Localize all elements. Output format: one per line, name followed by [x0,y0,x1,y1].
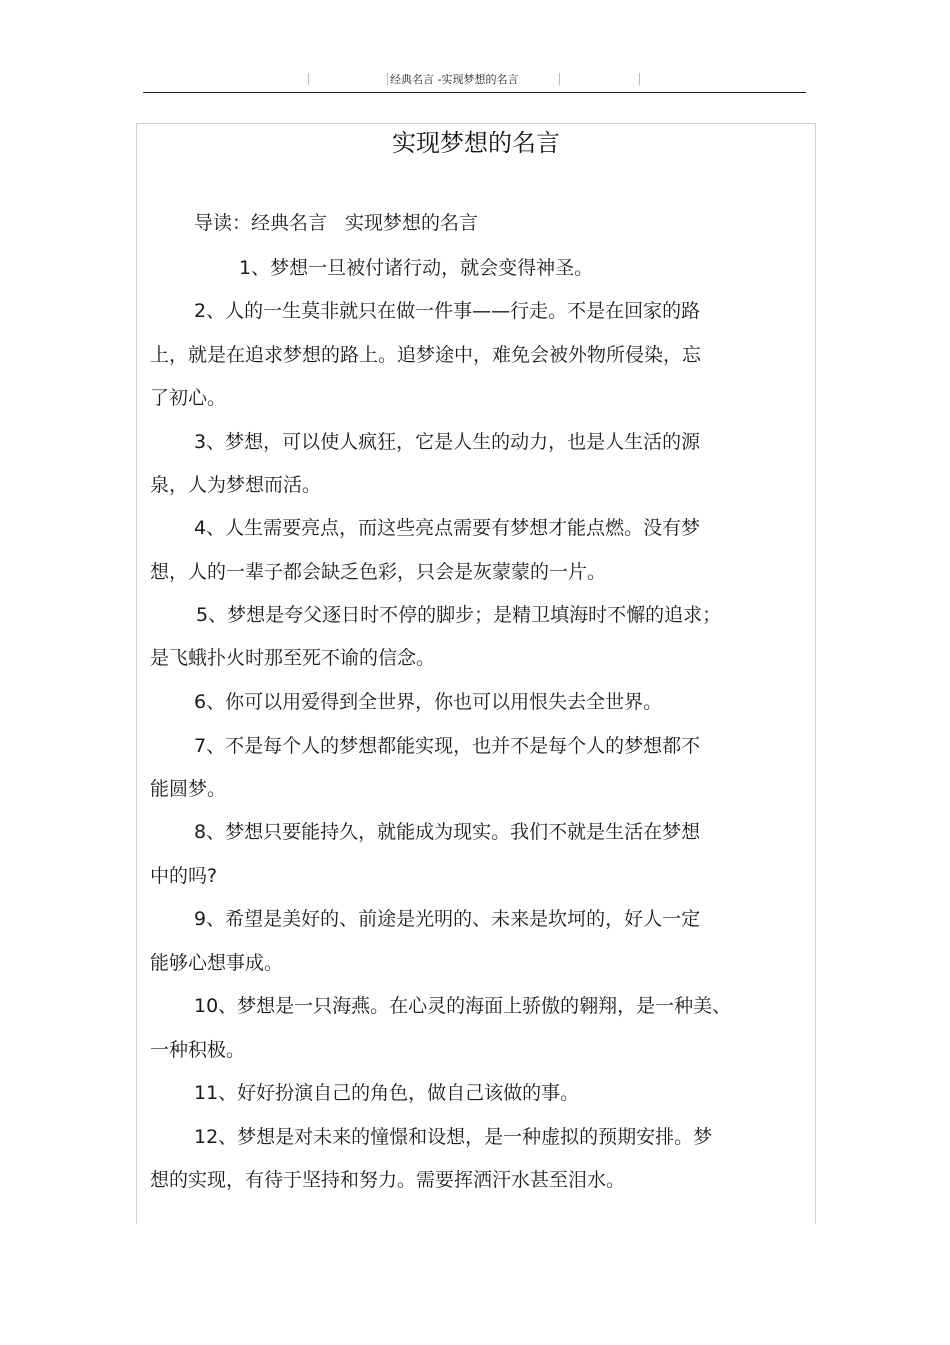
text-line: 4、人生需要亮点，而这些亮点需要有梦想才能点燃。没有梦 [194,517,701,539]
text-line: 11、好好扮演自己的角色，做自己该做的事。 [194,1082,580,1104]
lead-label: 导读：经典名言 [194,212,328,234]
text-line: 5、梦想是夸父逐日时不停的脚步；是精卫填海时不懈的追求； [196,604,722,626]
text-line: 了初心。 [150,387,227,409]
header-divider [387,73,388,85]
text-line: 3、梦想，可以使人疯狂，它是人生的动力，也是人生活的源 [194,431,701,453]
lead-paragraph [194,208,478,238]
text-line: 中的吗? [150,865,218,887]
text-line: 2、人的一生莫非就只在做一件事——行走。不是在回家的路 [194,300,701,322]
text-line: 上，就是在追求梦想的路上。追梦途中，难免会被外物所侵染，忘 [150,344,702,366]
text-line: 能够心想事成。 [150,952,284,974]
header-text: 经典名言 -实现梦想的名言 [390,73,519,86]
text-line: 7、不是每个人的梦想都能实现，也并不是每个人的梦想都不 [194,735,701,757]
page-title: 实现梦想的名言 [392,129,560,157]
header-divider [639,73,640,85]
header-divider [559,73,560,85]
text-line: 一种积极。 [150,1039,246,1061]
text-line: 12、梦想是对未来的憧憬和设想，是一种虚拟的预期安排。梦 [194,1126,713,1148]
text-line: 8、梦想只要能持久，就能成为现实。我们不就是生活在梦想 [194,821,701,843]
text-line: 是飞蛾扑火时那至死不谕的信念。 [150,647,436,669]
text-line: 想，人的一辈子都会缺乏色彩，只会是灰蒙蒙的一片。 [150,561,607,583]
page-header [143,66,806,93]
text-line: 1、梦想一旦被付诸行动，就会变得神圣。 [239,257,594,279]
text-line: 10、梦想是一只海燕。在心灵的海面上骄傲的翱翔，是一种美、 [194,995,732,1017]
header-divider [308,73,309,85]
text-line: 9、希望是美好的、前途是光明的、未来是坎坷的，好人一定 [194,908,701,930]
text-line: 想的实现，有待于坚持和努力。需要挥洒汗水甚至泪水。 [150,1169,626,1191]
text-line: 6、你可以用爱得到全世界，你也可以用恨失去全世界。 [194,691,663,713]
lead-text: 实现梦想的名言 [345,212,479,234]
text-line: 泉，人为梦想而活。 [150,474,322,496]
text-line: 能圆梦。 [150,778,227,800]
